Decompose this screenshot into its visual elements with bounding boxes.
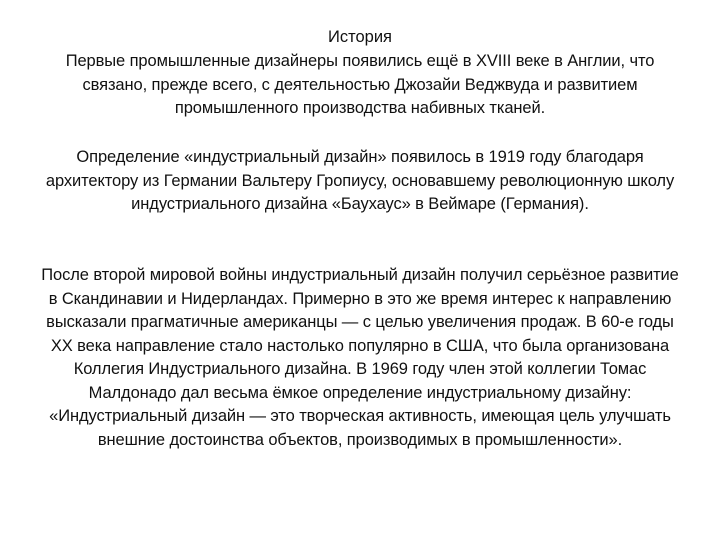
- paragraph-definition-origin: Определение «индустриальный дизайн» появилось в 1919 году благодаря архитектору из Германии Вальтеру Гропиусу, основавшему революционную школу индустриального дизайна «Баухаус» в Веймаре (Германия).: [45, 148, 675, 213]
- slide-title: История: [328, 28, 392, 46]
- paragraph-early-designers: Первые промышленные дизайнеры появились ещё в XVIII веке в Англии, что связано, прежде всего, с деятельностью Джозайи Веджвуда и развитием промышленного производства набивных тканей.: [65, 52, 655, 117]
- paragraph-postwar-development: После второй мировой войны индустриальный дизайн получил серьёзное развитие в Скандинавии и Нидерландах. Примерно в это же время интерес к направлению высказали прагматичные американцы — с целью увеличения продаж. В 60-е годы XX века направление стало настолько популярно в США, что была организована Коллегия Индустриального дизайна. В 1969 году член этой коллегии Томас Малдонадо дал весьма ёмкое определение индустриальному дизайну: «Индустриальный дизайн — это творческая активность, имеющая цель улучшать внешние достоинства объектов, производимых в промышленности».: [41, 266, 679, 449]
